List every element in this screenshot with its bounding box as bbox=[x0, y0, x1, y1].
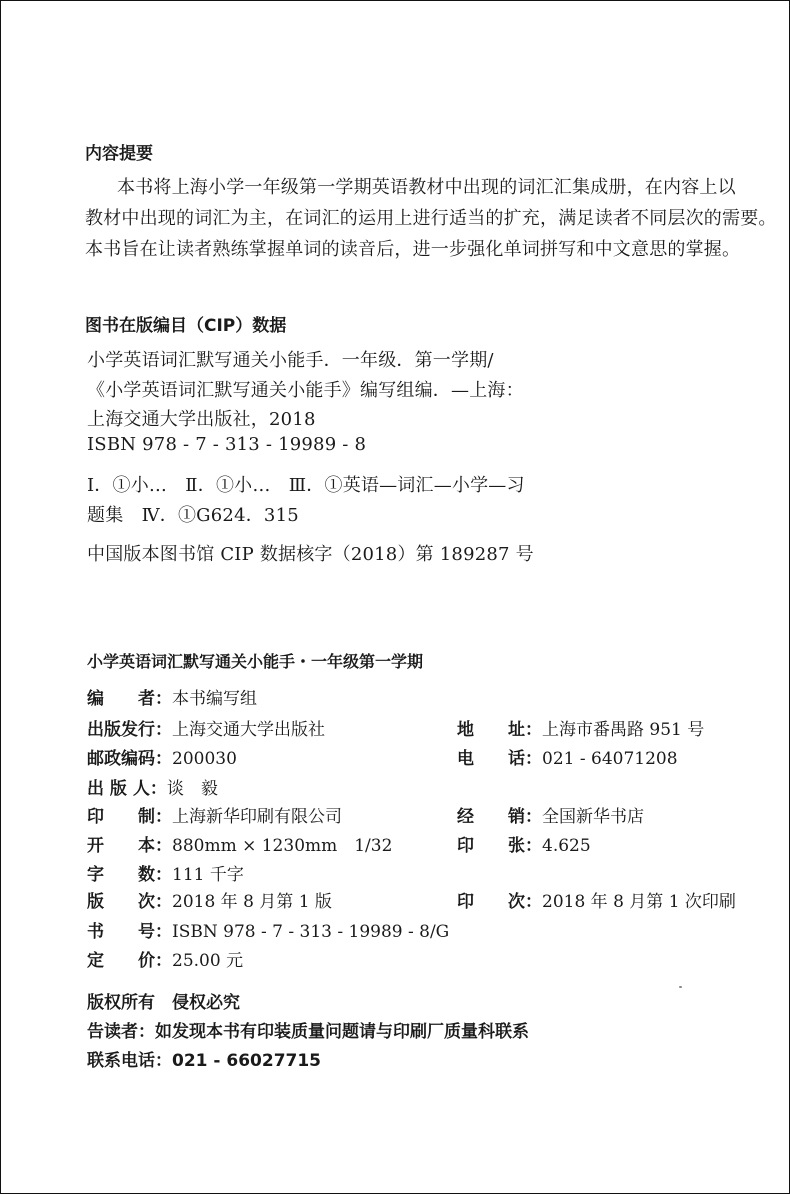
cip-record-number: 中国版本图书馆 CIP 数据核字（2018）第 189287 号 bbox=[87, 544, 534, 565]
info-label: 印 次： bbox=[457, 892, 542, 912]
reader-notice: 告读者：如发现本书有印装质量问题请与印刷厂质量科联系 bbox=[87, 1022, 529, 1042]
info-label: 印 制： bbox=[87, 807, 172, 827]
info-value: 上海交通大学出版社 bbox=[172, 720, 325, 740]
info-label: 邮政编码： bbox=[87, 749, 172, 769]
book-title: 小学英语词汇默写通关小能手・一年级第一学期 bbox=[87, 652, 424, 671]
info-printing bbox=[457, 887, 736, 912]
info-label: 经 销： bbox=[457, 807, 542, 827]
info-label: 出版发行： bbox=[87, 720, 172, 740]
info-label: 编 者： bbox=[87, 689, 172, 709]
info-value: 上海市番禺路 951 号 bbox=[542, 720, 705, 740]
cip-isbn: ISBN 978 - 7 - 313 - 19989 - 8 bbox=[87, 434, 367, 455]
speck-mark bbox=[679, 986, 682, 988]
info-label: 版 次： bbox=[87, 892, 172, 912]
info-value: 200030 bbox=[172, 749, 237, 769]
info-word-count bbox=[87, 860, 244, 885]
info-editor bbox=[87, 684, 257, 709]
info-value: 谈 毅 bbox=[166, 779, 218, 799]
info-sheets bbox=[457, 831, 591, 856]
info-edition bbox=[87, 887, 332, 912]
info-label: 书 号： bbox=[87, 922, 172, 942]
summary-heading: 内容提要 bbox=[85, 144, 153, 164]
info-value: 25.00 元 bbox=[172, 951, 244, 971]
cip-line-3: 上海交通大学出版社，2018 bbox=[87, 409, 316, 430]
info-format bbox=[87, 831, 392, 856]
info-value: ISBN 978 - 7 - 313 - 19989 - 8/G bbox=[172, 922, 450, 942]
info-value: 2018 年 8 月第 1 版 bbox=[172, 892, 332, 912]
info-printer bbox=[87, 802, 342, 827]
info-value: 111 千字 bbox=[172, 865, 244, 885]
info-label: 电 话： bbox=[457, 749, 542, 769]
summary-line-1: 本书将上海小学一年级第一学期英语教材中出现的词汇汇集成册，在内容上以 bbox=[117, 177, 736, 198]
cip-heading: 图书在版编目（CIP）数据 bbox=[85, 316, 287, 336]
info-phone bbox=[457, 744, 678, 769]
info-distributor bbox=[457, 802, 644, 827]
info-address bbox=[457, 715, 704, 740]
info-label: 开 本： bbox=[87, 836, 172, 856]
info-value: 021 - 64071208 bbox=[542, 749, 678, 769]
info-publisher bbox=[87, 715, 325, 740]
info-price bbox=[87, 946, 243, 971]
cip-classification-cont: 题集 Ⅳ．①G624．315 bbox=[87, 505, 299, 526]
info-value: 880mm × 1230mm 1/32 bbox=[172, 836, 393, 856]
info-value: 4.625 bbox=[542, 836, 591, 856]
summary-line-3: 本书旨在让读者熟练掌握单词的读音后，进一步强化单词拼写和中文意思的掌握。 bbox=[85, 239, 741, 260]
info-value: 2018 年 8 月第 1 次印刷 bbox=[542, 892, 736, 912]
info-label: 出 版 人： bbox=[87, 779, 167, 799]
info-value: 本书编写组 bbox=[172, 689, 257, 709]
info-book-number bbox=[87, 917, 449, 942]
contact-phone: 联系电话：021 - 66027715 bbox=[87, 1051, 322, 1071]
info-publisher-person bbox=[87, 774, 218, 799]
info-value: 全国新华书店 bbox=[542, 807, 644, 827]
info-label: 地 址： bbox=[457, 720, 542, 740]
info-value: 上海新华印刷有限公司 bbox=[172, 807, 342, 827]
summary-line-2: 教材中出现的词汇为主，在词汇的运用上进行适当的扩充，满足读者不同层次的需要。 bbox=[85, 208, 777, 229]
copyright-notice: 版权所有 侵权必究 bbox=[87, 993, 240, 1013]
info-label: 字 数： bbox=[87, 865, 172, 885]
info-label: 印 张： bbox=[457, 836, 542, 856]
cip-classification: Ⅰ．①小… Ⅱ．①小… Ⅲ．①英语—词汇—小学—习 bbox=[87, 475, 525, 496]
cip-line-1: 小学英语词汇默写通关小能手．一年级．第一学期/ bbox=[87, 350, 494, 371]
info-label: 定 价： bbox=[87, 951, 172, 971]
cip-line-2: 《小学英语词汇默写通关小能手》编写组编．—上海： bbox=[87, 380, 524, 401]
info-postcode bbox=[87, 744, 237, 769]
